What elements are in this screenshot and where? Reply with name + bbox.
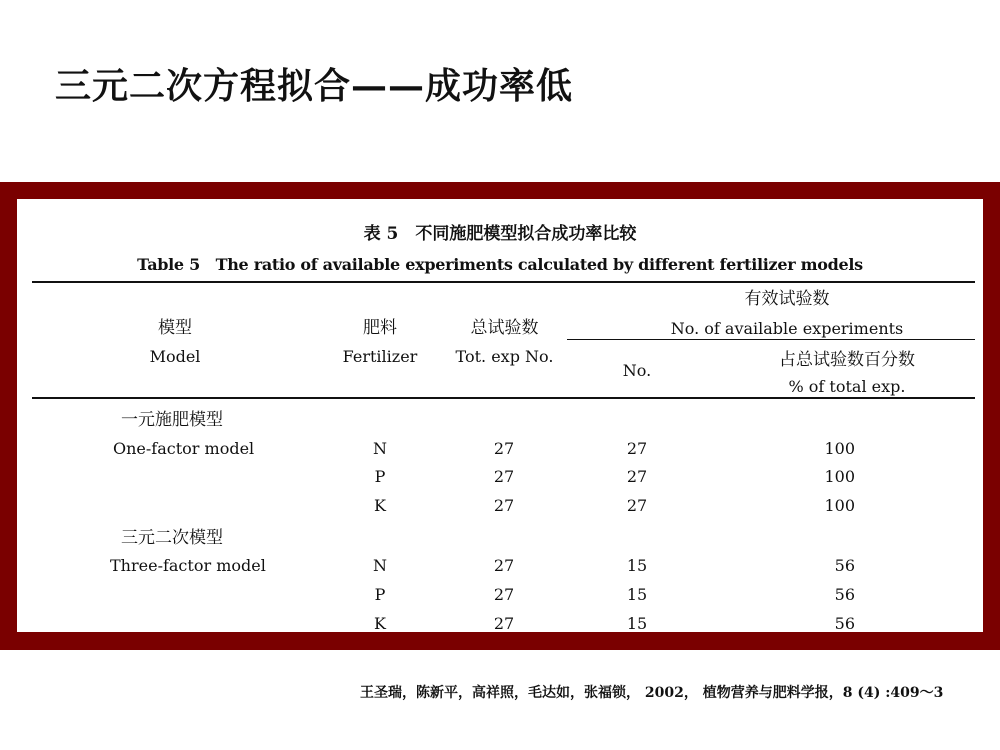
table-cell-fertilizer: K [374, 614, 386, 632]
header-fertilizer-cn: 肥料 [363, 318, 397, 338]
table-cell-total: 27 [493, 439, 515, 458]
table-cell-available: 15 [626, 585, 648, 604]
table-cell-fertilizer: N [373, 439, 387, 458]
table-cell-percent: 56 [834, 585, 855, 604]
header-fertilizer-en: Fertilizer [342, 347, 418, 366]
header-percent-cn: 占总试验数百分数 [779, 350, 915, 370]
header-available-cn: 有效试验数 [744, 289, 830, 309]
header-total-en: Tot. exp No. [455, 347, 554, 366]
table-cell-total: 27 [493, 556, 515, 575]
group-label-en: One-factor model [113, 439, 255, 458]
table-cell-total: 27 [493, 467, 515, 486]
header-percent-en: % of total exp. [788, 377, 906, 396]
header-no: No. [622, 361, 652, 380]
table-cell-available: 15 [626, 556, 648, 575]
group-label-en: Three-factor model [110, 556, 266, 575]
table-cell-percent: 100 [824, 439, 855, 458]
header-model-en: Model [149, 347, 201, 366]
table-cell-fertilizer: P [374, 467, 386, 486]
table-frame [0, 182, 1000, 650]
header-available-en: No. of available experiments [670, 319, 904, 338]
table-image [17, 199, 983, 632]
table-cell-percent: 100 [824, 496, 855, 515]
header-rule [32, 397, 975, 399]
top-rule [32, 281, 975, 283]
table-caption-en: Table 5 The ratio of available experiments calculated by different fertilizer models [137, 255, 863, 274]
table-cell-percent: 56 [834, 614, 855, 632]
subheader-rule [567, 339, 975, 340]
group-label-cn: 三元二次模型 [121, 528, 223, 548]
table-cell-available: 27 [626, 439, 648, 458]
header-total-cn: 总试验数 [470, 318, 539, 338]
header-model-cn: 模型 [158, 318, 192, 338]
table-cell-available: 27 [626, 496, 648, 515]
table-cell-fertilizer: N [373, 556, 387, 575]
table-cell-total: 27 [493, 585, 515, 604]
table-caption-cn: 表 5 不同施肥模型拟合成功率比较 [363, 224, 637, 244]
table-cell-available: 27 [626, 467, 648, 486]
table-cell-fertilizer: K [374, 496, 386, 515]
table-cell-percent: 100 [824, 467, 855, 486]
table-cell-fertilizer: P [374, 585, 386, 604]
table-cell-percent: 56 [834, 556, 855, 575]
citation: 王圣瑞，陈新平，高祥照，毛达如，张福锁， 2002， 植物营养与肥料学报，8 (4) :409～3 [360, 685, 944, 701]
slide-title: 三元二次方程拟合——成功率低 [55, 65, 574, 107]
group-label-cn: 一元施肥模型 [121, 410, 223, 430]
table-cell-available: 15 [626, 614, 648, 632]
table-cell-total: 27 [493, 496, 515, 515]
table-cell-total: 27 [493, 614, 515, 632]
